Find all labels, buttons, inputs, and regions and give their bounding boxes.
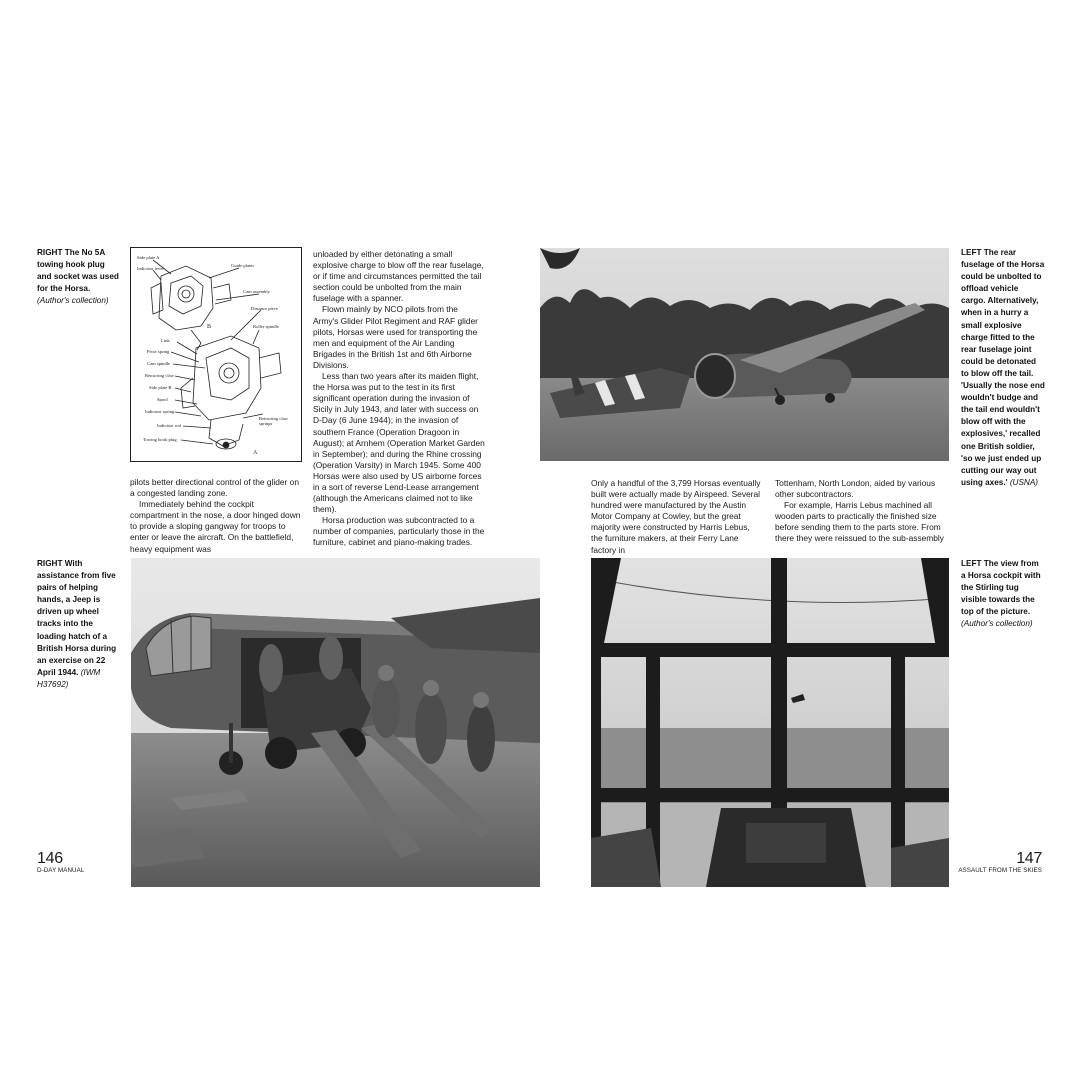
caption-text: The No 5A towing hook plug and socket was used for the Horsa. xyxy=(37,248,119,294)
diagram-label: Distance piece xyxy=(251,306,278,311)
paragraph: unloaded by either detonating a small explosive charge to blow off the rear fuselage, or if time and circumstances permitted the tail section could be unbolted from the main fuselage with a spanner. xyxy=(313,249,484,304)
diagram-label: B xyxy=(207,324,212,330)
jeep-loading-photo xyxy=(131,558,540,887)
diagram-label: Spool xyxy=(157,397,168,402)
diagram-label: Cam spindle xyxy=(147,361,171,366)
page-number-left: 146 xyxy=(37,850,63,867)
paragraph: Horsa production was subcontracted to a number of companies, particularly those in the furniture, cabinet and piano-making trades. xyxy=(313,515,485,548)
diagram-label: Side plate A xyxy=(137,255,160,260)
caption-credit: (USNA) xyxy=(1007,477,1039,487)
diagram-label: Cam assembly xyxy=(243,289,270,294)
caption-text: The rear fuselage of the Horsa could be unbolted to offload vehicle cargo. Alternatively, when in a hurry a small explosive charge fitted to the rear fuselage joint could be detonated to blow off the tail. 'Usually the nose end wouldn't budge and the tail end wouldn't blow off with the explosives,' recalled one British soldier, 'so we just ended up cutting our way out using axes.' xyxy=(961,248,1045,487)
diagram-label: Pivot spring xyxy=(147,349,170,354)
body-column-left-2 xyxy=(313,249,485,549)
caption-lead: LEFT xyxy=(961,248,982,257)
body-column-left-1 xyxy=(130,477,302,555)
paragraph: For example, Harris Lebus machined all wooden parts to practically the finished size before sending them to the parts store. From there they were reissued to the sub-assembly xyxy=(775,500,944,544)
body-column-right-1 xyxy=(591,478,763,556)
body-column-right-2 xyxy=(775,478,947,545)
diagram-label: Indicator lever xyxy=(137,266,164,271)
running-head-left: D-DAY MANUAL xyxy=(37,867,85,874)
towing-hook-diagram-icon xyxy=(130,247,302,462)
jeep-loading-drawing xyxy=(131,558,540,887)
caption-jeep-loading xyxy=(37,558,121,691)
diagram-label: Retracting claw xyxy=(145,373,174,378)
caption-lead: RIGHT xyxy=(37,248,63,257)
diagram-drawing xyxy=(131,248,301,461)
caption-cockpit-view xyxy=(961,558,1045,631)
glider-split-fuselage-photo xyxy=(540,248,949,461)
caption-lead: RIGHT xyxy=(37,559,63,568)
diagram-label: A xyxy=(253,450,258,456)
page-number-right: 147 xyxy=(1016,850,1042,867)
paragraph: Flown mainly by NCO pilots from the Army's Glider Pilot Regiment and RAF glider pilots, Horsas were used for transporting the men and equipment of the Air Landing Brigades in the British 1st and 6th Airborne Divisions. xyxy=(313,304,478,370)
paragraph: Only a handful of the 3,799 Horsas eventually built were actually made by Airspeed. Several hundred were manufactured by the Austin Motor Company at Cowley, but the great majority were constructed by Harris Lebus, the furniture makers, at their Ferry Lane factory in xyxy=(591,478,761,555)
paragraph: Immediately behind the cockpit compartment in the nose, a door hinged down to provide a sloping gangway for troops to enter or leave the aircraft. On the battlefield, heavy equipment was xyxy=(130,499,301,554)
paragraph: Tottenham, North London, aided by various other subcontractors. xyxy=(775,478,936,500)
caption-credit: (Author's collection) xyxy=(37,296,109,306)
diagram-label: Guide plates xyxy=(231,263,255,268)
diagram-label: Indicator spring xyxy=(145,409,175,414)
diagram-label: Towing hook plug xyxy=(143,437,177,442)
running-head-right: ASSAULT FROM THE SKIES xyxy=(958,867,1042,874)
diagram-label: Side plate B xyxy=(149,385,172,390)
caption-text: With assistance from five pairs of helping hands, a Jeep is driven up wheel tracks into the loading hatch of a British Horsa during an exercise on 22 April 1944. xyxy=(37,559,117,677)
caption-rear-fuselage xyxy=(961,247,1045,489)
cockpit-view-drawing xyxy=(591,558,949,887)
diagram-label: Roller spindle xyxy=(253,324,279,329)
caption-credit: (IWM H37692) xyxy=(37,667,101,689)
caption-text: The view from a Horsa cockpit with the Stirling tug visible towards the top of the picture. xyxy=(961,559,1041,617)
caption-lead: LEFT xyxy=(961,559,982,568)
cockpit-view-photo xyxy=(591,558,949,887)
diagram-label: Retracting claw springs xyxy=(259,416,288,426)
caption-towing-hook xyxy=(37,247,119,307)
paragraph: Less than two years after its maiden flight, the Horsa was put to the test in its first significant operation during the invasion of Sicily in July 1943, and later with success on D-Day (6 June 1944); in the invasion of southern France (Operation Dragoon in August); at Arnhem (Operation Market Garden in September); and during the Rhine crossing (Operation Varsity) in March 1945. Some 400 Horsas were also used by US airborne forces in a sort of reverse Lend-Lease arrangement (although the Americans claimed not to like them). xyxy=(313,371,485,515)
glider-field-drawing xyxy=(540,248,949,461)
paragraph: pilots better directional control of the glider on a congested landing zone. xyxy=(130,477,299,499)
diagram-label: Link xyxy=(161,338,170,343)
caption-credit: (Author's collection) xyxy=(961,619,1033,629)
diagram-label: Indicator rod xyxy=(157,423,181,428)
